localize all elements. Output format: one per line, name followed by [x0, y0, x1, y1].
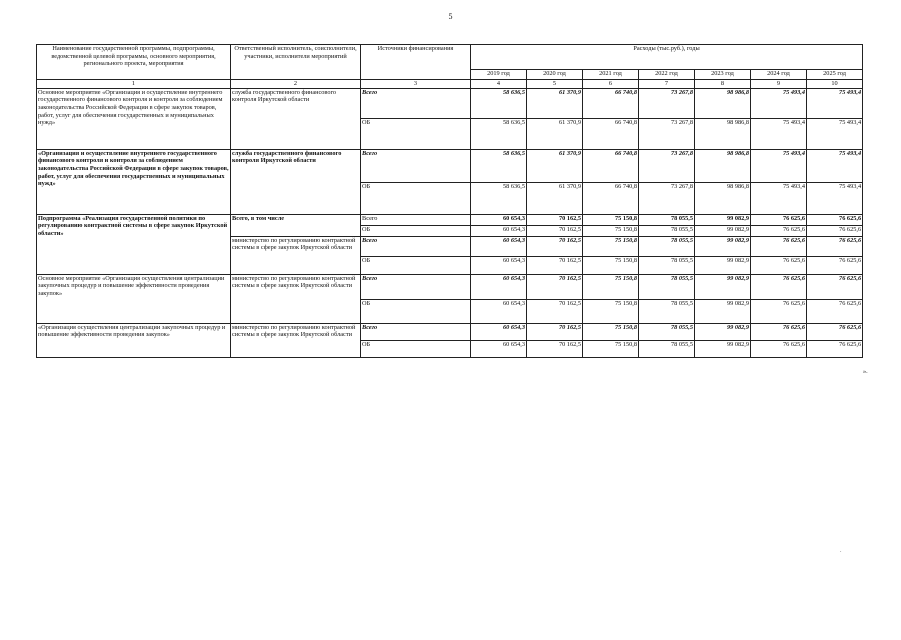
col-number: 8: [695, 80, 751, 89]
ob-2021: 75 150,8: [583, 225, 639, 236]
ob-2021: 75 150,8: [583, 340, 639, 357]
col-number: 5: [527, 80, 583, 89]
year-2022: 2022 год: [639, 70, 695, 80]
ob-2021: 75 150,8: [583, 299, 639, 323]
year-2020: 2020 год: [527, 70, 583, 80]
total-2019: 58 636,5: [471, 149, 527, 182]
exec-ob-2025: 76 625,6: [807, 256, 863, 274]
exec-ob-2021: 75 150,8: [583, 256, 639, 274]
total-2024: 76 625,6: [751, 323, 807, 340]
ob-2022: 73 267,8: [639, 182, 695, 214]
ob-2021: 66 740,8: [583, 182, 639, 214]
source-ob-label: ОБ: [361, 225, 471, 236]
ob-2023: 99 082,9: [695, 225, 751, 236]
total-2020: 70 162,5: [527, 274, 583, 299]
exec-ob-2022: 78 055,5: [639, 256, 695, 274]
exec-total-2020: 70 162,5: [527, 236, 583, 256]
year-2021: 2021 год: [583, 70, 639, 80]
exec-ob-2020: 70 162,5: [527, 256, 583, 274]
exec-total-2022: 78 055,5: [639, 236, 695, 256]
col-number: 10: [807, 80, 863, 89]
total-2025: 75 493,4: [807, 149, 863, 182]
exec-total-2024: 76 625,6: [751, 236, 807, 256]
total-2022: 73 267,8: [639, 88, 695, 118]
source-total-label: Всего: [361, 274, 471, 299]
ob-2022: 73 267,8: [639, 118, 695, 149]
total-2019: 60 654,3: [471, 274, 527, 299]
total-2021: 66 740,8: [583, 149, 639, 182]
exec-total-2021: 75 150,8: [583, 236, 639, 256]
ob-2020: 70 162,5: [527, 299, 583, 323]
total-2020: 70 162,5: [527, 214, 583, 225]
ob-2022: 78 055,5: [639, 299, 695, 323]
row-name: «Организация осуществления централизации закупочных процедур и повышение эффективности проведения закупок»: [37, 323, 231, 357]
row-executor: служба государственного финансового контроля Иркутской области: [231, 149, 361, 214]
total-2021: 75 150,8: [583, 323, 639, 340]
source-ob-label: ОБ: [361, 299, 471, 323]
ob-2021: 66 740,8: [583, 118, 639, 149]
col-number: 1: [37, 80, 231, 89]
total-2024: 76 625,6: [751, 214, 807, 225]
stray-dot-mark: .: [840, 548, 842, 554]
total-2020: 70 162,5: [527, 323, 583, 340]
col-number: 4: [471, 80, 527, 89]
ob-2024: 76 625,6: [751, 299, 807, 323]
total-2025: 76 625,6: [807, 214, 863, 225]
row-name: «Организация и осуществление внутреннего государственного финансового контроля и контроля за соблюдением законодательства Российской Федерации в сфере закупок товаров, работ, услуг для обеспечения государственных и муниципальных нужд»: [37, 149, 231, 214]
ob-2025: 76 625,6: [807, 225, 863, 236]
total-2022: 73 267,8: [639, 149, 695, 182]
ob-2025: 75 493,4: [807, 182, 863, 214]
total-2024: 76 625,6: [751, 274, 807, 299]
ob-2022: 78 055,5: [639, 340, 695, 357]
total-2022: 78 055,5: [639, 274, 695, 299]
ob-2022: 78 055,5: [639, 225, 695, 236]
header-expenses: Расходы (тыс.руб.), годы: [471, 45, 863, 70]
ob-2024: 75 493,4: [751, 118, 807, 149]
col-number: 3: [361, 80, 471, 89]
year-2025: 2025 год: [807, 70, 863, 80]
header-name: Наименование государственной программы, подпрограммы, ведомственной целевой программы, основного мероприятия, регионального проекта, мероприятия: [37, 45, 231, 80]
ob-2023: 98 986,8: [695, 118, 751, 149]
source-total-label: Всего: [361, 88, 471, 118]
total-2021: 75 150,8: [583, 214, 639, 225]
row-name: Основное мероприятие «Организация и осуществление внутреннего государственного финансового контроля и контроля за соблюдением законодательства Российской Федерации в сфере закупок товаров, работ, услуг для обеспечения государственных и муниципальных нужд»: [37, 88, 231, 149]
exec-ob-2024: 76 625,6: [751, 256, 807, 274]
row-executor: министерство по регулированию контрактной системы в сфере закупок Иркутской области: [231, 236, 361, 274]
ob-2023: 99 082,9: [695, 340, 751, 357]
total-2024: 75 493,4: [751, 149, 807, 182]
ob-2025: 76 625,6: [807, 299, 863, 323]
row-executor: министерство по регулированию контрактной системы в сфере закупок Иркутской области: [231, 274, 361, 323]
col-number: 9: [751, 80, 807, 89]
year-2019: 2019 год: [471, 70, 527, 80]
row-name: Подпрограмма «Реализация государственной политики по регулированию контрактной системы в сфере закупок Иркутской области»: [37, 214, 231, 274]
year-2023: 2023 год: [695, 70, 751, 80]
row-executor-total: Всего, в том числе: [231, 214, 361, 236]
col-number: 6: [583, 80, 639, 89]
total-2023: 98 986,8: [695, 149, 751, 182]
total-2025: 76 625,6: [807, 274, 863, 299]
total-2021: 66 740,8: [583, 88, 639, 118]
row-executor: служба государственного финансового контроля Иркутской области: [231, 88, 361, 149]
ob-2024: 76 625,6: [751, 340, 807, 357]
exec-total-2019: 60 654,3: [471, 236, 527, 256]
ob-2025: 75 493,4: [807, 118, 863, 149]
total-2019: 58 636,5: [471, 88, 527, 118]
source-total-label: Всего: [361, 323, 471, 340]
ob-2019: 58 636,5: [471, 182, 527, 214]
source-ob-label: ОБ: [361, 118, 471, 149]
source-total-label: Всего: [361, 214, 471, 225]
col-number: 2: [231, 80, 361, 89]
total-2022: 78 055,5: [639, 323, 695, 340]
source-ob-label: ОБ: [361, 340, 471, 357]
total-2024: 75 493,4: [751, 88, 807, 118]
header-executor: Ответственный исполнитель, соисполнители, участники, исполнители мероприятий: [231, 45, 361, 80]
exec-ob-2019: 60 654,3: [471, 256, 527, 274]
exec-ob-2023: 99 082,9: [695, 256, 751, 274]
ob-2019: 58 636,5: [471, 118, 527, 149]
total-2023: 99 082,9: [695, 214, 751, 225]
source-ob-label: ОБ: [361, 182, 471, 214]
year-2024: 2024 год: [751, 70, 807, 80]
budget-table: [36, 44, 863, 358]
closing-quote-mark: ».: [863, 368, 868, 375]
ob-2020: 70 162,5: [527, 340, 583, 357]
page-number: 5: [448, 12, 453, 21]
ob-2019: 60 654,3: [471, 340, 527, 357]
total-2023: 99 082,9: [695, 323, 751, 340]
ob-2023: 99 082,9: [695, 299, 751, 323]
source-ob-label: ОБ: [361, 256, 471, 274]
ob-2019: 60 654,3: [471, 299, 527, 323]
source-total-label: Всего: [361, 149, 471, 182]
ob-2024: 75 493,4: [751, 182, 807, 214]
total-2022: 78 055,5: [639, 214, 695, 225]
total-2025: 76 625,6: [807, 323, 863, 340]
col-number: 7: [639, 80, 695, 89]
ob-2019: 60 654,3: [471, 225, 527, 236]
total-2021: 75 150,8: [583, 274, 639, 299]
total-2020: 61 370,9: [527, 88, 583, 118]
row-name: Основное мероприятие «Организация осуществления централизации закупочных процедур и повышение эффективности проведения закупок»: [37, 274, 231, 323]
total-2020: 61 370,9: [527, 149, 583, 182]
exec-total-2025: 76 625,6: [807, 236, 863, 256]
ob-2024: 76 625,6: [751, 225, 807, 236]
exec-total-2023: 99 082,9: [695, 236, 751, 256]
total-2023: 99 082,9: [695, 274, 751, 299]
total-2019: 60 654,3: [471, 323, 527, 340]
source-total-label: Всего: [361, 236, 471, 256]
total-2019: 60 654,3: [471, 214, 527, 225]
ob-2020: 61 370,9: [527, 182, 583, 214]
ob-2020: 61 370,9: [527, 118, 583, 149]
row-executor: министерство по регулированию контрактной системы в сфере закупок Иркутской области: [231, 323, 361, 357]
ob-2020: 70 162,5: [527, 225, 583, 236]
total-2025: 75 493,4: [807, 88, 863, 118]
total-2023: 98 986,8: [695, 88, 751, 118]
ob-2023: 98 986,8: [695, 182, 751, 214]
ob-2025: 76 625,6: [807, 340, 863, 357]
header-source: Источники финансирования: [361, 45, 471, 80]
